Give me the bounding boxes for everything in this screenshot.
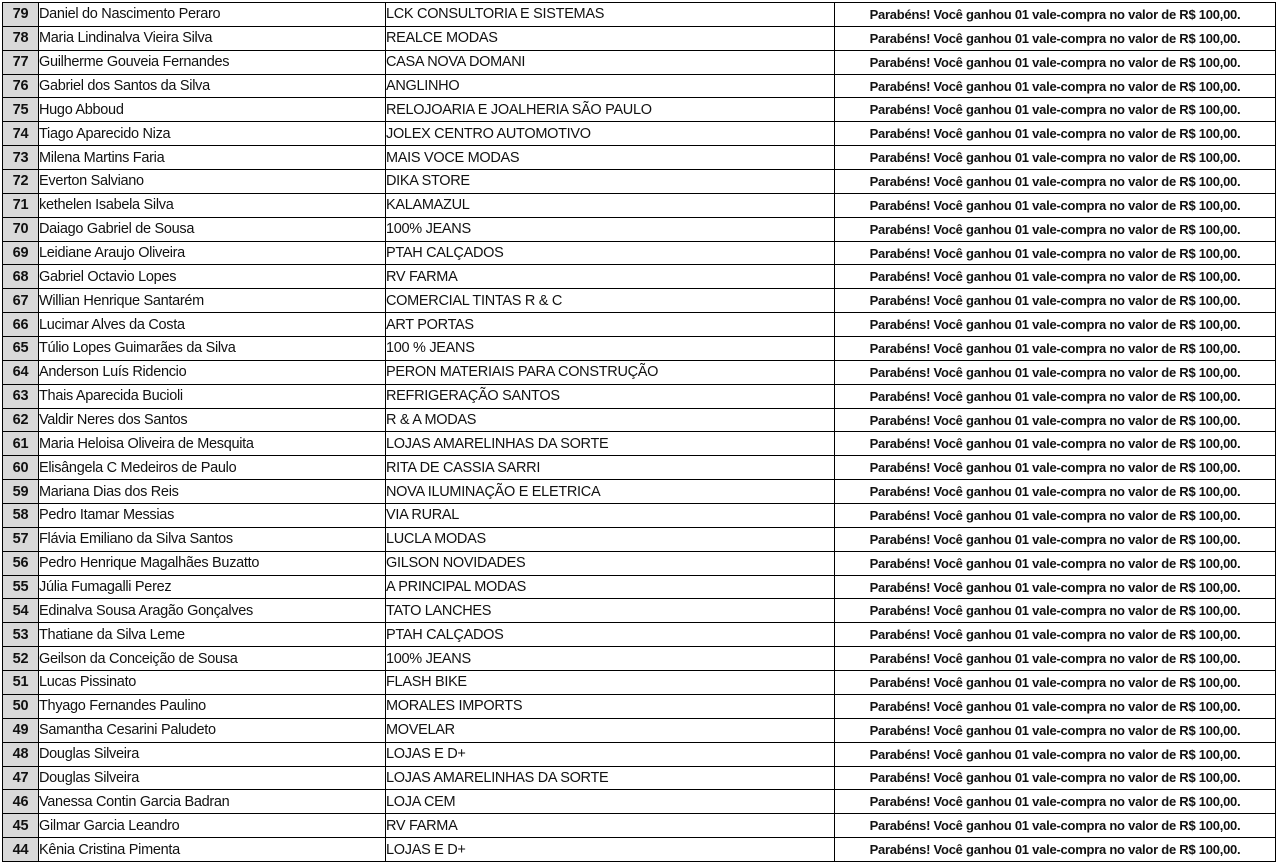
table-row — [3, 337, 1276, 361]
table-row — [3, 575, 1276, 599]
winner-name: Lucimar Alves da Costa — [39, 313, 386, 337]
row-number: 68 — [3, 265, 39, 289]
winners-table — [2, 2, 1276, 862]
store-name: LOJAS AMARELINHAS DA SORTE — [386, 766, 835, 790]
row-number: 78 — [3, 26, 39, 50]
table-row — [3, 217, 1276, 241]
store-name: LOJAS AMARELINHAS DA SORTE — [386, 432, 835, 456]
prize-message: Parabéns! Você ganhou 01 vale-compra no valor de R$ 100,00. — [835, 384, 1276, 408]
store-name: VIA RURAL — [386, 504, 835, 528]
winner-name: Júlia Fumagalli Perez — [39, 575, 386, 599]
row-number: 73 — [3, 146, 39, 170]
prize-message: Parabéns! Você ganhou 01 vale-compra no valor de R$ 100,00. — [835, 814, 1276, 838]
row-number: 55 — [3, 575, 39, 599]
store-name: PTAH CALÇADOS — [386, 623, 835, 647]
prize-message: Parabéns! Você ganhou 01 vale-compra no valor de R$ 100,00. — [835, 241, 1276, 265]
store-name: RITA DE CASSIA SARRI — [386, 456, 835, 480]
row-number: 52 — [3, 647, 39, 671]
table-row — [3, 193, 1276, 217]
prize-message: Parabéns! Você ganhou 01 vale-compra no valor de R$ 100,00. — [835, 74, 1276, 98]
prize-message: Parabéns! Você ganhou 01 vale-compra no valor de R$ 100,00. — [835, 432, 1276, 456]
store-name: LOJAS E D+ — [386, 742, 835, 766]
store-name: LCK CONSULTORIA E SISTEMAS — [386, 3, 835, 27]
prize-message: Parabéns! Você ganhou 01 vale-compra no valor de R$ 100,00. — [835, 3, 1276, 27]
row-number: 48 — [3, 742, 39, 766]
store-name: TATO LANCHES — [386, 599, 835, 623]
table-row — [3, 504, 1276, 528]
winner-name: Tiago Aparecido Niza — [39, 122, 386, 146]
prize-message: Parabéns! Você ganhou 01 vale-compra no valor de R$ 100,00. — [835, 408, 1276, 432]
store-name: 100 % JEANS — [386, 337, 835, 361]
store-name: LUCLA MODAS — [386, 527, 835, 551]
store-name: REFRIGERAÇÃO SANTOS — [386, 384, 835, 408]
winner-name: Elisângela C Medeiros de Paulo — [39, 456, 386, 480]
store-name: DIKA STORE — [386, 170, 835, 194]
store-name: MOVELAR — [386, 718, 835, 742]
winner-name: Edinalva Sousa Aragão Gonçalves — [39, 599, 386, 623]
table-row — [3, 790, 1276, 814]
store-name: PTAH CALÇADOS — [386, 241, 835, 265]
row-number: 54 — [3, 599, 39, 623]
prize-message: Parabéns! Você ganhou 01 vale-compra no valor de R$ 100,00. — [835, 289, 1276, 313]
store-name: MAIS VOCE MODAS — [386, 146, 835, 170]
winner-name: Valdir Neres dos Santos — [39, 408, 386, 432]
winner-name: Daiago Gabriel de Sousa — [39, 217, 386, 241]
winner-name: Lucas Pissinato — [39, 671, 386, 695]
store-name: KALAMAZUL — [386, 193, 835, 217]
prize-message: Parabéns! Você ganhou 01 vale-compra no valor de R$ 100,00. — [835, 647, 1276, 671]
row-number: 64 — [3, 360, 39, 384]
table-row — [3, 766, 1276, 790]
store-name: ANGLINHO — [386, 74, 835, 98]
winner-name: Thais Aparecida Bucioli — [39, 384, 386, 408]
prize-message: Parabéns! Você ganhou 01 vale-compra no valor de R$ 100,00. — [835, 337, 1276, 361]
row-number: 76 — [3, 74, 39, 98]
winner-name: Thatiane da Silva Leme — [39, 623, 386, 647]
prize-message: Parabéns! Você ganhou 01 vale-compra no valor de R$ 100,00. — [835, 265, 1276, 289]
table-row — [3, 742, 1276, 766]
row-number: 63 — [3, 384, 39, 408]
prize-message: Parabéns! Você ganhou 01 vale-compra no valor de R$ 100,00. — [835, 671, 1276, 695]
winners-sheet — [2, 2, 1276, 862]
prize-message: Parabéns! Você ganhou 01 vale-compra no valor de R$ 100,00. — [835, 742, 1276, 766]
row-number: 79 — [3, 3, 39, 27]
prize-message: Parabéns! Você ganhou 01 vale-compra no valor de R$ 100,00. — [835, 480, 1276, 504]
prize-message: Parabéns! Você ganhou 01 vale-compra no valor de R$ 100,00. — [835, 193, 1276, 217]
winner-name: Pedro Itamar Messias — [39, 504, 386, 528]
prize-message: Parabéns! Você ganhou 01 vale-compra no valor de R$ 100,00. — [835, 527, 1276, 551]
store-name: 100% JEANS — [386, 647, 835, 671]
prize-message: Parabéns! Você ganhou 01 vale-compra no valor de R$ 100,00. — [835, 504, 1276, 528]
winner-name: Samantha Cesarini Paludeto — [39, 718, 386, 742]
row-number: 47 — [3, 766, 39, 790]
store-name: RV FARMA — [386, 265, 835, 289]
store-name: JOLEX CENTRO AUTOMOTIVO — [386, 122, 835, 146]
row-number: 49 — [3, 718, 39, 742]
row-number: 60 — [3, 456, 39, 480]
winner-name: Gilmar Garcia Leandro — [39, 814, 386, 838]
table-row — [3, 265, 1276, 289]
table-row — [3, 647, 1276, 671]
winner-name: Douglas Silveira — [39, 742, 386, 766]
prize-message: Parabéns! Você ganhou 01 vale-compra no valor de R$ 100,00. — [835, 456, 1276, 480]
store-name: REALCE MODAS — [386, 26, 835, 50]
row-number: 50 — [3, 694, 39, 718]
row-number: 44 — [3, 838, 39, 862]
table-row — [3, 313, 1276, 337]
winners-table-body — [3, 3, 1276, 862]
prize-message: Parabéns! Você ganhou 01 vale-compra no valor de R$ 100,00. — [835, 360, 1276, 384]
prize-message: Parabéns! Você ganhou 01 vale-compra no valor de R$ 100,00. — [835, 790, 1276, 814]
store-name: NOVA ILUMINAÇÃO E ELETRICA — [386, 480, 835, 504]
winner-name: Gabriel dos Santos da Silva — [39, 74, 386, 98]
prize-message: Parabéns! Você ganhou 01 vale-compra no valor de R$ 100,00. — [835, 50, 1276, 74]
winner-name: Milena Martins Faria — [39, 146, 386, 170]
row-number: 51 — [3, 671, 39, 695]
store-name: R & A MODAS — [386, 408, 835, 432]
winner-name: Maria Lindinalva Vieira Silva — [39, 26, 386, 50]
winner-name: Everton Salviano — [39, 170, 386, 194]
winner-name: Willian Henrique Santarém — [39, 289, 386, 313]
winner-name: Guilherme Gouveia Fernandes — [39, 50, 386, 74]
table-row — [3, 98, 1276, 122]
store-name: LOJA CEM — [386, 790, 835, 814]
table-row — [3, 527, 1276, 551]
winner-name: Douglas Silveira — [39, 766, 386, 790]
store-name: GILSON NOVIDADES — [386, 551, 835, 575]
row-number: 77 — [3, 50, 39, 74]
row-number: 59 — [3, 480, 39, 504]
store-name: 100% JEANS — [386, 217, 835, 241]
prize-message: Parabéns! Você ganhou 01 vale-compra no valor de R$ 100,00. — [835, 766, 1276, 790]
row-number: 62 — [3, 408, 39, 432]
winner-name: Túlio Lopes Guimarães da Silva — [39, 337, 386, 361]
prize-message: Parabéns! Você ganhou 01 vale-compra no valor de R$ 100,00. — [835, 551, 1276, 575]
table-row — [3, 432, 1276, 456]
winner-name: Pedro Henrique Magalhães Buzatto — [39, 551, 386, 575]
table-row — [3, 241, 1276, 265]
winner-name: Hugo Abboud — [39, 98, 386, 122]
table-row — [3, 146, 1276, 170]
row-number: 58 — [3, 504, 39, 528]
store-name: ART PORTAS — [386, 313, 835, 337]
row-number: 69 — [3, 241, 39, 265]
row-number: 53 — [3, 623, 39, 647]
table-row — [3, 360, 1276, 384]
winner-name: Maria Heloisa Oliveira de Mesquita — [39, 432, 386, 456]
row-number: 65 — [3, 337, 39, 361]
winner-name: Anderson Luís Ridencio — [39, 360, 386, 384]
row-number: 71 — [3, 193, 39, 217]
winner-name: Flávia Emiliano da Silva Santos — [39, 527, 386, 551]
prize-message: Parabéns! Você ganhou 01 vale-compra no valor de R$ 100,00. — [835, 217, 1276, 241]
store-name: LOJAS E D+ — [386, 838, 835, 862]
prize-message: Parabéns! Você ganhou 01 vale-compra no valor de R$ 100,00. — [835, 146, 1276, 170]
prize-message: Parabéns! Você ganhou 01 vale-compra no valor de R$ 100,00. — [835, 718, 1276, 742]
table-row — [3, 74, 1276, 98]
prize-message: Parabéns! Você ganhou 01 vale-compra no valor de R$ 100,00. — [835, 623, 1276, 647]
row-number: 75 — [3, 98, 39, 122]
table-row — [3, 456, 1276, 480]
prize-message: Parabéns! Você ganhou 01 vale-compra no valor de R$ 100,00. — [835, 26, 1276, 50]
table-row — [3, 838, 1276, 862]
winner-name: Thyago Fernandes Paulino — [39, 694, 386, 718]
prize-message: Parabéns! Você ganhou 01 vale-compra no valor de R$ 100,00. — [835, 599, 1276, 623]
row-number: 70 — [3, 217, 39, 241]
table-row — [3, 3, 1276, 27]
row-number: 57 — [3, 527, 39, 551]
table-row — [3, 694, 1276, 718]
table-row — [3, 480, 1276, 504]
prize-message: Parabéns! Você ganhou 01 vale-compra no valor de R$ 100,00. — [835, 694, 1276, 718]
row-number: 66 — [3, 313, 39, 337]
table-row — [3, 718, 1276, 742]
table-row — [3, 814, 1276, 838]
row-number: 61 — [3, 432, 39, 456]
winner-name: Leidiane Araujo Oliveira — [39, 241, 386, 265]
prize-message: Parabéns! Você ganhou 01 vale-compra no valor de R$ 100,00. — [835, 313, 1276, 337]
table-row — [3, 551, 1276, 575]
table-row — [3, 671, 1276, 695]
winner-name: kethelen Isabela Silva — [39, 193, 386, 217]
row-number: 45 — [3, 814, 39, 838]
prize-message: Parabéns! Você ganhou 01 vale-compra no valor de R$ 100,00. — [835, 575, 1276, 599]
prize-message: Parabéns! Você ganhou 01 vale-compra no valor de R$ 100,00. — [835, 98, 1276, 122]
prize-message: Parabéns! Você ganhou 01 vale-compra no valor de R$ 100,00. — [835, 122, 1276, 146]
table-row — [3, 50, 1276, 74]
row-number: 74 — [3, 122, 39, 146]
store-name: RELOJOARIA E JOALHERIA SÃO PAULO — [386, 98, 835, 122]
row-number: 56 — [3, 551, 39, 575]
store-name: MORALES IMPORTS — [386, 694, 835, 718]
store-name: COMERCIAL TINTAS R & C — [386, 289, 835, 313]
winner-name: Daniel do Nascimento Peraro — [39, 3, 386, 27]
table-row — [3, 408, 1276, 432]
store-name: FLASH BIKE — [386, 671, 835, 695]
prize-message: Parabéns! Você ganhou 01 vale-compra no valor de R$ 100,00. — [835, 170, 1276, 194]
winner-name: Kênia Cristina Pimenta — [39, 838, 386, 862]
row-number: 67 — [3, 289, 39, 313]
table-row — [3, 623, 1276, 647]
table-row — [3, 384, 1276, 408]
store-name: A PRINCIPAL MODAS — [386, 575, 835, 599]
row-number: 46 — [3, 790, 39, 814]
table-row — [3, 170, 1276, 194]
store-name: CASA NOVA DOMANI — [386, 50, 835, 74]
table-row — [3, 26, 1276, 50]
table-row — [3, 122, 1276, 146]
row-number: 72 — [3, 170, 39, 194]
prize-message: Parabéns! Você ganhou 01 vale-compra no valor de R$ 100,00. — [835, 838, 1276, 862]
store-name: PERON MATERIAIS PARA CONSTRUÇÃO — [386, 360, 835, 384]
table-row — [3, 599, 1276, 623]
winner-name: Vanessa Contin Garcia Badran — [39, 790, 386, 814]
winner-name: Mariana Dias dos Reis — [39, 480, 386, 504]
winner-name: Gabriel Octavio Lopes — [39, 265, 386, 289]
store-name: RV FARMA — [386, 814, 835, 838]
table-row — [3, 289, 1276, 313]
winner-name: Geilson da Conceição de Sousa — [39, 647, 386, 671]
